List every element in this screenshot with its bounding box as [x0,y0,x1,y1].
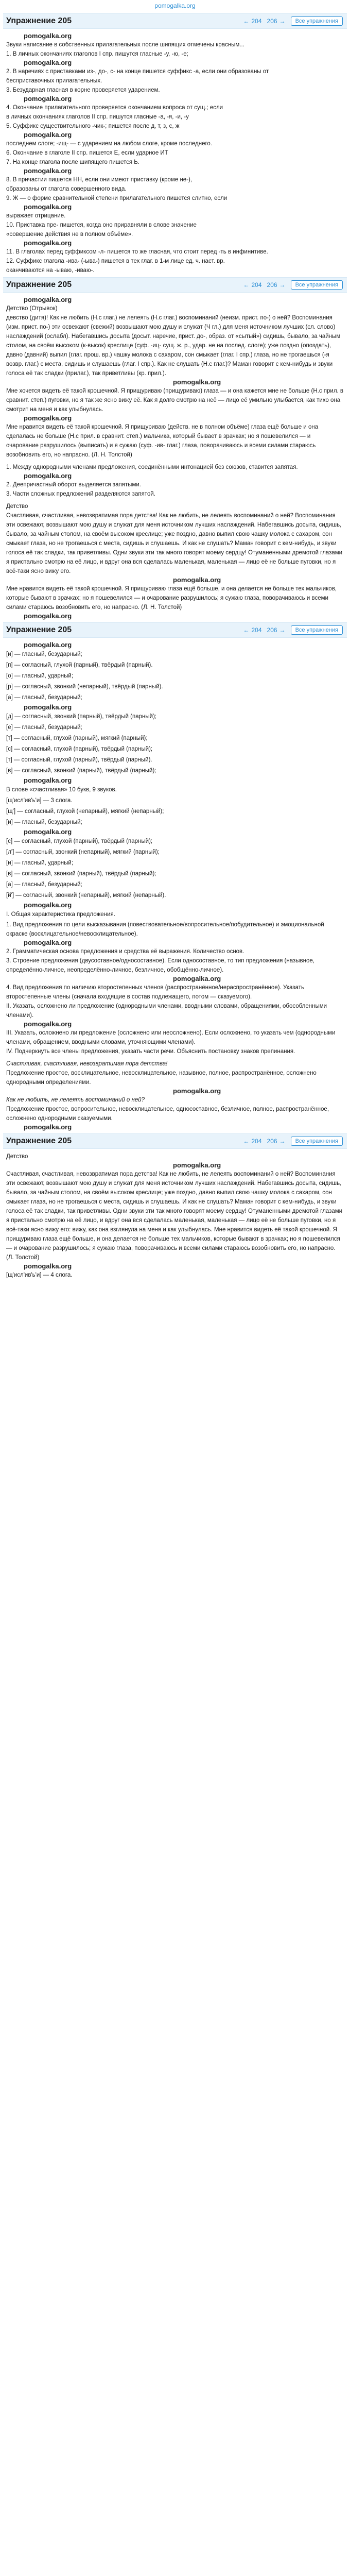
prev-exercise-number: 204 [251,626,262,634]
analysis-line: 4. Вид предложения по наличию второстепенных членов (распространённое/нераспространённое). Указать второстепенные члены (сначала входящие в состав подлежащего, потом — сказуемого). [6,985,304,1000]
top-site-link[interactable]: pomogalka.org [154,2,196,9]
watermark: pomogalka.org [24,296,72,303]
phonetic-analysis [3,649,347,1131]
prev-exercise-button[interactable] [243,1138,262,1145]
paragraph: 3. Части сложных предложений разделяются запятой. [6,491,155,497]
prev-exercise-button[interactable] [243,626,262,634]
text-line: 7. На конце глагола после шипящего пишется Ь. [6,159,140,165]
next-exercise-number: 206 [267,281,277,289]
analysis-line: Предложение простое, восклицательное, невосклицательное, назывное, полное, распространённое, осложнено однородными определениями. [6,1070,317,1086]
prev-exercise-number: 204 [251,18,262,25]
watermark: pomogalka.org [24,239,72,247]
phonetic-line: В слове «счастливая» 10 букв, 9 звуков. [6,787,117,793]
analysis-line: 2. Грамматическая основа предложения и средства её выражения. Количество основ. [6,948,244,955]
watermark: pomogalka.org [173,1161,221,1169]
exercise-section-3 [0,622,350,1131]
all-exercises-button[interactable]: Все упражнения [291,16,343,26]
exercise-nav [243,16,347,26]
analysis-line: IV. Подчеркнуть все члены предложения, указать части речи. Объяснить постановку знаков препинания. [6,1048,295,1055]
exercise-nav [243,1137,347,1146]
watermark: pomogalka.org [24,167,72,175]
phonetic-line: [й'] — согласный, звонкий (непарный), мягкий (непарный). [6,892,166,899]
phonetic-line: [и] — гласный, ударный; [6,860,74,866]
next-exercise-button[interactable] [267,18,286,25]
paragraph: Детство [6,503,28,510]
analysis-line: II. Указать, осложнено ли предложение (однородными членами, вводными словами, обращениями, обособленными членами). [6,1003,327,1019]
rules-list [3,40,347,275]
exercise-title: Упражнение 205 [6,1137,72,1145]
arrow-right-icon: → [279,18,286,25]
watermark: pomogalka.org [24,414,72,422]
all-exercises-button[interactable]: Все упражнения [291,1137,343,1146]
arrow-right-icon: → [279,1138,286,1145]
phonetic-line: [т] — согласный, глухой (парный), мягкий (парный); [6,735,148,741]
paragraph: Счастливая, счастливая, невозвратимая пора детства! Как не любить, не лелеять воспоминаний о ней? Воспоминания эти освежают, возвышают мою душу и служат для меня источником лучших наслаждений. Набегавшись досыта, сидишь, бывало, за чайным столом, на своём высоком креслице; уже поздно, давно выпил свою чашку молока с сахаром, сон смыкает глаза, но не трогаешься с места, сидишь и слушаешь. И как не слушать? Маман говорит с кем-нибудь, и звуки голоса её так сладки, так приветливы. Одни звуки эти так много говорят моему сердцу! Отуманенными дремотой глазами я пристально смотрю на её лицо, и вдруг она вся сделалась маленькая, маленькая — лицо её не больше пуговки, но я всё-таки ясно вижу его: вижу, как она взглянула на меня и как улыбнулась. Мне нравится видеть её такой крошечной. Я прищуриваю глаза ещё больше, и она делается не больше тех мальчиков, которые бывают в зрачках; но я пошевелился — и очарование разрушилось; я сужаю глаза, поворачиваюсь и всеми силами стараюсь возобновить его, но напрасно. (Л. Толстой) [6,1171,343,1261]
watermark: pomogalka.org [24,612,72,620]
text-line: 2. В наречиях с приставками из-, до-, с- на конце пишется суффикс -а, если они образованы от [6,69,269,75]
phonetic-line: [а] — гласный, безударный; [6,694,82,701]
exercise-section-4 [0,1133,350,1280]
phonetic-line: [в] — согласный, звонкий (парный), твёрдый (парный); [6,871,156,877]
watermark: pomogalka.org [24,203,72,211]
watermark: pomogalka.org [24,131,72,139]
arrow-right-icon: → [279,626,286,634]
watermark: pomogalka.org [173,975,221,982]
phonetic-line: [с] — согласный, глухой (парный), твёрдый (парный); [6,746,153,752]
text-line: выражает отрицание. [6,213,66,219]
arrow-left-icon: ← [243,1138,250,1145]
text-line: 1. В личных окончаниях глаголов I спр. пишутся гласные -у, -ю, -е; [6,51,188,57]
watermark: pomogalka.org [24,828,72,836]
phonetic-line: [т] — согласный, глухой (парный), твёрдый (парный). [6,757,152,763]
paragraph: Счастливая, счастливая, невозвратимая пора детства! Как не любить, не лелеять воспоминаний о ней? Воспоминания эти освежают, возвышают мою душу и служат для меня источником лучших наслаждений. Набегавшись досыта, сидишь, бывало, за чайным столом, на своём высоком креслице; уже поздно, давно выпил свою чашку молока с сахаром, сон смыкает глаза, но не трогаешься с места, сидишь и слушаешь. И как не слушать? Маман говорит с кем-нибудь, и звуки голоса её так сладки, так приветливы. Одни звуки эти так много говорят моему сердцу! Отуманенными дремотой глазами я пристально смотрю на её лицо, и вдруг она вся сделалась маленькая, маленькая — лицо её не больше пуговки, но я всё-таки ясно вижу его. [6,513,343,574]
paragraph: Мне нравится видеть её такой крошечной. Я прищуриваю глаза ещё больше, и она делается не больше тех мальчиков, которые бывают в зрачках; но я пошевелился — и очарование разрушилось; я сужаю глаза, поворачиваюсь и всеми силами стараюсь возобновить его, но напрасно. (Л. Н. Толстой) [6,586,337,611]
watermark: pomogalka.org [24,641,72,649]
watermark: pomogalka.org [24,1020,72,1028]
text-line: 4. Окончание прилагательного проверяется окончанием вопроса от сущ.; если [6,105,223,111]
next-exercise-button[interactable] [267,281,286,289]
phonetic-line: [с] — согласный, глухой (парный), твёрдый (парный); [6,838,153,844]
text-line: 12. Суффикс глагола -ива- (-ыва-) пишется в тех глаг. в 1-м лице ед. ч. наст. вр. [6,258,225,264]
paragraph: Мне хочется видеть её такой крошечной. Я прищуриваю (прищуриваю) глаза — и она кажется мне не больше (Н.с прил. в сравнит. степ.) пуговки, но я так же ясно вижу её. Как я долго смотрю на неё — лицо её умильно улыбается, как тихо она смотрит на меня и как улыбнулась. [6,388,344,413]
watermark: pomogalka.org [173,1087,221,1095]
analysis-heading: I. Общая характеристика предложения. [6,911,115,918]
phonetic-line: [п] — согласный, глухой (парный), твёрдый (парный). [6,662,153,668]
watermark: pomogalka.org [24,1262,72,1270]
phonetic-line: [и] — гласный, безударный; [6,651,82,657]
analysis-line: 3. Строение предложения (двусоставное/односоставное). Если односоставное, то тип предложения (назывное, определённо-личное, неопределённо-личное, безличное, обобщённо-личное). [6,958,314,973]
watermark: pomogalka.org [173,378,221,386]
exercise-nav [243,625,347,635]
phonetic-line: [л'] — согласный, звонкий (непарный), мягкий (парный); [6,849,160,855]
watermark: pomogalka.org [173,576,221,584]
paragraph: Детство (Отрывок) [6,306,58,312]
analysis-line: 1. Вид предложения по цели высказывания (повествовательное/вопросительное/побудительное) и эмоциональной окраске (восклицательное/невосклицательное). [6,922,324,937]
text-line: 9. Ж — о форме сравнительной степени прилагательного пишется слитно, если [6,195,227,201]
exercise-header [3,1133,347,1149]
exercise-header [3,277,347,293]
phonetic-line: [в] — согласный, звонкий (парный), твёрдый (парный); [6,768,156,774]
arrow-right-icon: → [279,281,286,289]
paragraph: 1. Между однородными членами предложения, соединёнными интонацией без союзов, ставится запятая. [6,464,298,470]
phonetic-line: [о] — гласный, ударный; [6,673,74,679]
text-line: 5. Суффикс существительного -чик-; пишется после д, т, з, с, ж [6,123,180,129]
text-line: Звуки написание в собственных прилагательных после шипящих отмечены красным... [6,42,244,48]
text-line: последнем слоге; -ищ- — с ударением на любом слоге, кроме последнего. [6,141,213,147]
phonetic-line: [р] — согласный, звонкий (непарный), твёрдый (парный). [6,684,163,690]
text-line: «совершение действия не в полном объёме». [6,231,133,238]
watermark: pomogalka.org [24,95,72,103]
analysis-line: III. Указать, осложнено ли предложение (осложнено или неосложнено). Если осложнено, то указать чем (однородными членами, обращением, вводными словами, уточняющими членами). [6,1030,336,1045]
watermark: pomogalka.org [24,901,72,909]
text-line: бесприставочных прилагательных. [6,78,102,84]
prev-exercise-number: 204 [251,281,262,289]
phonetic-line: [е] — гласный, безударный; [6,724,82,731]
arrow-left-icon: ← [243,626,250,634]
watermark: pomogalka.org [24,1123,72,1131]
text-line: 8. В причастии пишется НН, если они имеют приставку (кроме не-), [6,177,192,183]
text-line: 6. Окончание в глаголе II спр. пишется Е, если ударное ИТ [6,150,168,156]
text-line: 3. Безударная гласная в корне проверяется ударением. [6,87,160,93]
exercise-header [3,622,347,638]
prev-exercise-number: 204 [251,1138,262,1145]
exercise-title: Упражнение 205 [6,16,72,25]
exercise-title: Упражнение 205 [6,280,72,289]
exercise-title: Упражнение 205 [6,625,72,634]
text-line: 11. В глаголах перед суффиксом -л- пишется то же гласная, что стоит перед -ть в инфинитиве. [6,249,268,255]
phonetic-line: [щ'] — согласный, глухой (непарный), мягкий (непарный); [6,808,164,815]
arrow-left-icon: ← [243,281,250,289]
paragraph: девство (дитя)! Как не любить (Н.с глаг.) не лелеять (Н.с глаг.) воспоминаний (неизм. прист. по-) о ней? Воспоминания (изм. прист. по-) эти освежают (свежий) возвышают мою душу и служат (Ч гл.) для меня источником лучших (сл. слово) наслаждений (ослабл). Набегавшись досыта (досыт. наречие, прист. до-, образ. от «сытый») сидишь, бывало, за чайным столом, на своём высоком (к-высок) креслице (суф. -иц- сущ. ж. р., удар. не на послед. слоге); уже поздно (опоздать), давно (давний) выпил (глаг. прош. вр.) чашку молока с сахаром, сон смыкает (глаг. I спр.) глаза, но не трогаешься (-я возвр. глаг.) с места, сидишь и слушаешь (глаг. I спр.). Как не слушать (Н.с глаг.)? Маман говорит с кем-нибудь и звуки голоса её так сладки (прилаг.), так приветливы (кр. прил.). [6,315,341,377]
paragraph: Детство [6,1154,28,1160]
analysis-line: Предложение простое, вопросительное, невосклицательное, односоставное, безличное, полное, распространённое, осложнено однородными сказуемыми. [6,1106,329,1122]
next-exercise-button[interactable] [267,1138,286,1145]
text-line: оканчиваются на -ываю, -иваю-. [6,267,95,274]
exercise-nav [243,280,347,290]
watermark: pomogalka.org [24,703,72,711]
watermark: pomogalka.org [24,939,72,946]
example-sentence: Счастливая, счастливая, невозвратимая пора детства! [6,1061,168,1067]
paragraph: [щ'исл'ив'ь'и] — 4 слога. [6,1272,73,1278]
watermark: pomogalka.org [24,472,72,480]
phonetic-line: [а] — гласный, безударный; [6,882,82,888]
phonetic-line: [щ'исл'ив'ь'и] — 3 слога. [6,798,73,804]
text-line: 10. Приставка пре- пишется, когда оно приравняли в слове значение [6,222,197,228]
paragraph: 2. Деепричастный оборот выделяется запятыми. [6,482,141,488]
exercise-header [3,13,347,29]
exercise-section-2 [0,277,350,620]
paragraph: Мне нравится видеть её такой крошечной. Я прищуриваю (действ. не в полном объёме) глаза ещё больше и она сделалась не больше (Н.с прил. в сравнит. степ.) мальчика, который бывает в зрачках; но я пошевелился — и очарование разрушилось (выписать) и я сужаю (суф. -ив- глаг.) глаза, поворачиваюсь и всеми силами стараюсь возобновить его, но напрасно. (Л. Н. Толстой) [6,424,319,458]
next-exercise-number: 206 [267,626,277,634]
next-exercise-number: 206 [267,1138,277,1145]
example-sentence: Как не любить, не лелеять воспоминаний о ней? [6,1097,145,1103]
prev-exercise-button[interactable] [243,18,262,25]
phonetic-line: [и] — гласный, безударный; [6,819,82,825]
arrow-left-icon: ← [243,18,250,25]
prev-exercise-button[interactable] [243,281,262,289]
phonetic-line: [д] — согласный, звонкий (парный), твёрдый (парный); [6,714,157,720]
exercise-section-1 [0,13,350,275]
watermark: pomogalka.org [24,776,72,784]
all-exercises-button[interactable]: Все упражнения [291,625,343,635]
next-exercise-number: 206 [267,18,277,25]
next-exercise-button[interactable] [267,626,286,634]
all-exercises-button[interactable]: Все упражнения [291,280,343,290]
watermark: pomogalka.org [24,32,72,40]
text-line: образованы от глагола совершенного вида. [6,186,127,192]
text-line: в личных окончаниях глаголов II спр. пишутся гласные -а, -я, -и, -у [6,114,189,120]
watermark: pomogalka.org [24,59,72,66]
